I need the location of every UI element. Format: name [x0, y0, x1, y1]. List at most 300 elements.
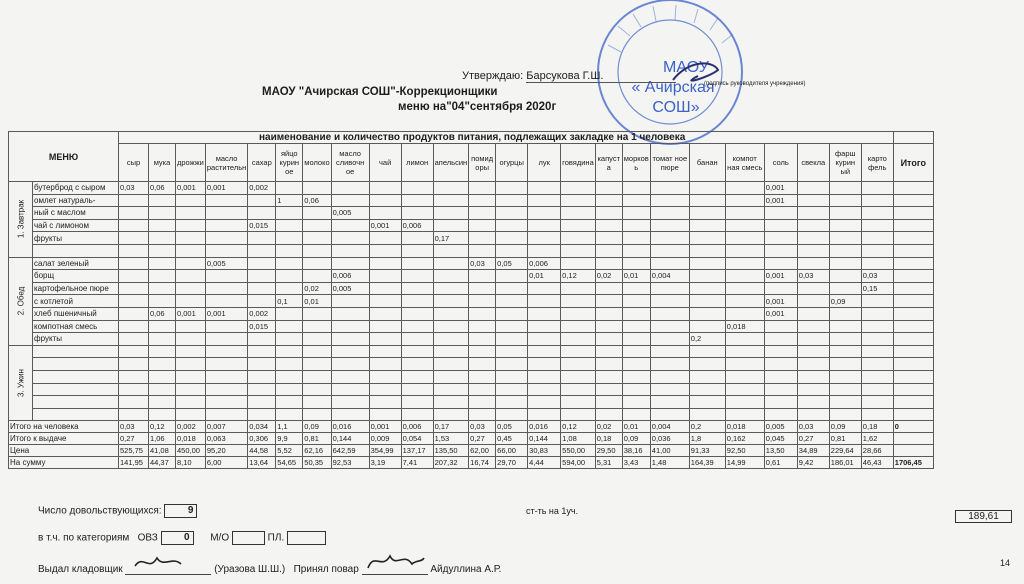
quantity-cell	[433, 270, 469, 283]
totals-cell: 0,01	[622, 421, 650, 433]
quantity-cell	[725, 194, 764, 207]
itogo-cell	[893, 307, 933, 320]
quantity-cell	[303, 320, 331, 333]
totals-cell: 0,016	[331, 421, 369, 433]
quantity-cell	[176, 396, 206, 409]
approve-label: Утверждаю:	[462, 70, 524, 82]
quantity-cell: 0,02	[595, 270, 622, 283]
signatures-line	[38, 558, 501, 575]
quantity-cell	[119, 194, 149, 207]
quantity-cell	[689, 244, 725, 257]
itogo-cell	[893, 333, 933, 346]
menu-header: МЕНЮ	[9, 132, 119, 182]
totals-cell: 0,005	[764, 421, 797, 433]
quantity-cell	[205, 345, 247, 358]
quantity-cell	[689, 345, 725, 358]
quantity-cell	[276, 207, 303, 220]
quantity-cell	[369, 182, 401, 195]
totals-cell: 207,32	[433, 457, 469, 469]
quantity-cell	[331, 396, 369, 409]
quantity-cell	[861, 396, 893, 409]
totals-label: Итого к выдаче	[9, 433, 119, 445]
quantity-cell	[829, 194, 861, 207]
quantity-cell	[119, 207, 149, 220]
quantity-cell	[369, 307, 401, 320]
quantity-cell	[561, 295, 596, 308]
totals-cell: 0,007	[205, 421, 247, 433]
quantity-cell	[369, 320, 401, 333]
quantity-cell: 1	[276, 194, 303, 207]
quantity-cell	[829, 345, 861, 358]
product-header: огурцы	[496, 144, 528, 182]
quantity-cell	[689, 320, 725, 333]
totals-cell: 0,054	[401, 433, 433, 445]
quantity-cell	[622, 207, 650, 220]
quantity-cell	[829, 207, 861, 220]
totals-cell: 0,001	[369, 421, 401, 433]
quantity-cell: 0,001	[764, 270, 797, 283]
product-header: сыр	[119, 144, 149, 182]
quantity-cell	[149, 396, 176, 409]
totals-label: Итого на человека	[9, 421, 119, 433]
product-header: свекла	[797, 144, 829, 182]
quantity-cell	[797, 307, 829, 320]
quantity-cell	[528, 333, 561, 346]
quantity-cell	[764, 358, 797, 371]
quantity-cell	[829, 358, 861, 371]
quantity-cell	[119, 270, 149, 283]
quantity-cell	[797, 333, 829, 346]
totals-cell: 66,00	[496, 445, 528, 457]
menu-date: меню на"04"сентября 2020г	[398, 101, 557, 113]
quantity-cell	[622, 396, 650, 409]
quantity-cell	[149, 282, 176, 295]
quantity-cell	[369, 383, 401, 396]
quantity-cell	[276, 244, 303, 257]
itogo-cell	[893, 232, 933, 245]
dish-name: ный с маслом	[33, 207, 119, 220]
quantity-cell	[331, 219, 369, 232]
quantity-cell	[401, 295, 433, 308]
quantity-cell	[149, 320, 176, 333]
quantity-cell	[369, 194, 401, 207]
quantity-cell	[561, 307, 596, 320]
quantity-cell	[401, 383, 433, 396]
quantity-cell	[176, 194, 206, 207]
quantity-cell: 0,09	[829, 295, 861, 308]
quantity-cell	[248, 232, 276, 245]
quantity-cell	[331, 232, 369, 245]
totals-cell: 0,09	[303, 421, 331, 433]
quantity-cell: 0,015	[248, 219, 276, 232]
quantity-cell: 0,05	[496, 257, 528, 270]
quantity-cell	[528, 408, 561, 421]
quantity-cell	[401, 232, 433, 245]
quantity-cell	[797, 232, 829, 245]
quantity-cell	[276, 333, 303, 346]
totals-cell: 95,20	[205, 445, 247, 457]
totals-cell: 0,12	[561, 421, 596, 433]
totals-cell: 450,00	[176, 445, 206, 457]
quantity-cell	[119, 307, 149, 320]
quantity-cell	[496, 219, 528, 232]
quantity-cell	[764, 257, 797, 270]
quantity-cell	[595, 358, 622, 371]
quantity-cell	[469, 307, 496, 320]
quantity-cell	[689, 232, 725, 245]
quantity-cell	[622, 257, 650, 270]
quantity-cell	[764, 333, 797, 346]
quantity-cell	[276, 257, 303, 270]
quantity-cell	[622, 307, 650, 320]
quantity-cell	[764, 370, 797, 383]
quantity-cell	[528, 295, 561, 308]
quantity-cell	[176, 232, 206, 245]
quantity-cell: 0,03	[469, 257, 496, 270]
quantity-cell: 0,001	[764, 182, 797, 195]
approver-caption: (подпись руководителя учреждения)	[704, 81, 806, 87]
quantity-cell	[149, 270, 176, 283]
totals-cell: 62,00	[469, 445, 496, 457]
quantity-cell	[248, 333, 276, 346]
quantity-cell	[622, 194, 650, 207]
quantity-cell	[861, 207, 893, 220]
quantity-cell	[176, 320, 206, 333]
quantity-cell	[861, 182, 893, 195]
quantity-cell	[303, 307, 331, 320]
quantity-cell	[496, 370, 528, 383]
quantity-cell: 0,01	[303, 295, 331, 308]
quantity-cell	[595, 307, 622, 320]
quantity-cell	[469, 232, 496, 245]
quantity-cell	[689, 408, 725, 421]
quantity-cell	[861, 370, 893, 383]
quantity-cell	[528, 320, 561, 333]
quantity-cell	[764, 408, 797, 421]
quantity-cell	[861, 320, 893, 333]
quantity-cell	[205, 408, 247, 421]
totals-cell: 0,27	[797, 433, 829, 445]
totals-cell: 14,99	[725, 457, 764, 469]
quantity-cell	[303, 244, 331, 257]
quantity-cell	[829, 182, 861, 195]
totals-cell: 0,006	[401, 421, 433, 433]
quantity-cell: 0,018	[725, 320, 764, 333]
quantity-cell	[205, 207, 247, 220]
quantity-cell: 0,12	[561, 270, 596, 283]
quantity-cell	[469, 295, 496, 308]
quantity-cell	[205, 383, 247, 396]
quantity-cell	[248, 244, 276, 257]
quantity-cell	[689, 396, 725, 409]
product-header: компот ная смесь	[725, 144, 764, 182]
quantity-cell	[401, 320, 433, 333]
products-caption: наименование и количество продуктов питания, подлежащих закладке на 1 человека	[119, 132, 894, 144]
quantity-cell	[829, 408, 861, 421]
totals-cell: 1,06	[149, 433, 176, 445]
quantity-cell	[248, 396, 276, 409]
quantity-cell	[331, 370, 369, 383]
quantity-cell	[149, 257, 176, 270]
totals-cell: 0,144	[331, 433, 369, 445]
quantity-cell	[469, 408, 496, 421]
quantity-cell: 0,001	[764, 307, 797, 320]
quantity-cell	[595, 408, 622, 421]
quantity-cell	[528, 182, 561, 195]
quantity-cell	[469, 244, 496, 257]
quantity-cell	[797, 282, 829, 295]
quantity-cell	[205, 358, 247, 371]
quantity-cell: 0,1	[276, 295, 303, 308]
quantity-cell: 0,002	[248, 307, 276, 320]
quantity-cell	[276, 358, 303, 371]
quantity-cell	[149, 370, 176, 383]
quantity-cell	[528, 396, 561, 409]
price-per-child-value: 189,61	[955, 510, 1012, 523]
product-header: морков ь	[622, 144, 650, 182]
quantity-cell	[401, 257, 433, 270]
quantity-cell	[248, 257, 276, 270]
product-header: масло сливочн ое	[331, 144, 369, 182]
totals-cell: 0,034	[248, 421, 276, 433]
product-header: томат ное пюре	[650, 144, 689, 182]
quantity-cell	[119, 383, 149, 396]
quantity-cell	[764, 282, 797, 295]
quantity-cell	[469, 270, 496, 283]
quantity-cell	[469, 219, 496, 232]
header-spacer	[893, 132, 933, 144]
quantity-cell	[303, 333, 331, 346]
quantity-cell: 0,2	[689, 333, 725, 346]
quantity-cell: 0,004	[650, 270, 689, 283]
quantity-cell	[369, 370, 401, 383]
quantity-cell	[725, 207, 764, 220]
quantity-cell	[331, 408, 369, 421]
quantity-cell	[650, 333, 689, 346]
quantity-cell	[469, 383, 496, 396]
totals-itogo: 1706,45	[893, 457, 933, 469]
quantity-cell	[401, 358, 433, 371]
quantity-cell	[119, 320, 149, 333]
quantity-cell	[764, 244, 797, 257]
totals-cell: 550,00	[561, 445, 596, 457]
quantity-cell	[369, 282, 401, 295]
quantity-cell: 0,17	[433, 232, 469, 245]
product-header: молоко	[303, 144, 331, 182]
quantity-cell	[861, 232, 893, 245]
quantity-cell	[689, 307, 725, 320]
quantity-cell	[861, 295, 893, 308]
quantity-cell	[622, 320, 650, 333]
quantity-cell	[119, 358, 149, 371]
quantity-cell	[401, 194, 433, 207]
quantity-cell	[725, 295, 764, 308]
quantity-cell	[119, 345, 149, 358]
quantity-cell: 0,001	[176, 307, 206, 320]
quantity-cell	[433, 282, 469, 295]
totals-cell: 1,62	[861, 433, 893, 445]
totals-cell: 30,83	[528, 445, 561, 457]
quantity-cell	[595, 295, 622, 308]
quantity-cell	[595, 370, 622, 383]
quantity-cell	[595, 207, 622, 220]
quantity-cell	[176, 270, 206, 283]
quantity-cell	[861, 219, 893, 232]
quantity-cell	[176, 408, 206, 421]
quantity-cell	[725, 383, 764, 396]
quantity-cell	[797, 370, 829, 383]
quantity-cell	[469, 194, 496, 207]
quantity-cell	[528, 282, 561, 295]
quantity-cell	[861, 408, 893, 421]
quantity-cell	[797, 295, 829, 308]
dish-name: борщ	[33, 270, 119, 283]
quantity-cell	[276, 396, 303, 409]
quantity-cell	[276, 408, 303, 421]
quantity-cell	[433, 370, 469, 383]
quantity-cell	[650, 370, 689, 383]
quantity-cell	[433, 194, 469, 207]
quantity-cell	[528, 194, 561, 207]
quantity-cell	[829, 232, 861, 245]
totals-cell: 354,99	[369, 445, 401, 457]
quantity-cell	[622, 408, 650, 421]
quantity-cell: 0,001	[764, 295, 797, 308]
itogo-cell	[893, 270, 933, 283]
quantity-cell	[433, 307, 469, 320]
quantity-cell	[248, 345, 276, 358]
quantity-cell	[561, 232, 596, 245]
quantity-cell	[496, 358, 528, 371]
itogo-cell	[893, 244, 933, 257]
org-title: МАОУ "Ачирская СОШ"-Коррекционщики	[262, 86, 498, 98]
totals-cell: 0,036	[650, 433, 689, 445]
totals-cell: 9,9	[276, 433, 303, 445]
quantity-cell	[176, 383, 206, 396]
totals-cell: 141,95	[119, 457, 149, 469]
quantity-cell	[205, 396, 247, 409]
totals-cell: 0,002	[176, 421, 206, 433]
quantity-cell	[176, 358, 206, 371]
totals-cell: 41,08	[149, 445, 176, 457]
quantity-cell	[561, 257, 596, 270]
quantity-cell	[622, 358, 650, 371]
quantity-cell	[528, 345, 561, 358]
quantity-cell	[650, 345, 689, 358]
quantity-cell	[650, 194, 689, 207]
product-header: апельсин	[433, 144, 469, 182]
price-per-child-label: ст-ть на 1уч.	[526, 506, 579, 516]
totals-cell: 0,016	[528, 421, 561, 433]
quantity-cell	[496, 270, 528, 283]
quantity-cell	[595, 345, 622, 358]
quantity-cell	[528, 370, 561, 383]
quantity-cell	[205, 219, 247, 232]
page-number: 14	[1000, 558, 1011, 568]
quantity-cell	[303, 408, 331, 421]
quantity-cell	[496, 396, 528, 409]
quantity-cell	[861, 358, 893, 371]
quantity-cell	[119, 295, 149, 308]
quantity-cell	[401, 345, 433, 358]
quantity-cell	[861, 244, 893, 257]
quantity-cell	[829, 333, 861, 346]
svg-text:« Ачирская: « Ачирская	[631, 79, 715, 96]
quantity-cell	[496, 295, 528, 308]
totals-cell: 1,08	[561, 433, 596, 445]
totals-cell: 4,44	[528, 457, 561, 469]
quantity-cell	[176, 207, 206, 220]
issuer-name: (Уразова Ш.Ш.)	[214, 564, 286, 575]
quantity-cell	[401, 307, 433, 320]
quantity-cell	[119, 333, 149, 346]
quantity-cell: 0,001	[369, 219, 401, 232]
quantity-cell	[303, 358, 331, 371]
categories-line	[38, 531, 326, 545]
quantity-cell	[401, 408, 433, 421]
approver-name: Барсукова Г.Ш.	[526, 70, 676, 83]
quantity-cell	[561, 333, 596, 346]
quantity-cell	[331, 295, 369, 308]
quantity-cell	[561, 320, 596, 333]
quantity-cell	[528, 383, 561, 396]
totals-cell: 3,43	[622, 457, 650, 469]
totals-cell: 1,48	[650, 457, 689, 469]
totals-cell: 0,17	[433, 421, 469, 433]
quantity-cell	[433, 182, 469, 195]
totals-cell: 44,37	[149, 457, 176, 469]
quantity-cell	[829, 383, 861, 396]
totals-cell: 0,144	[528, 433, 561, 445]
quantity-cell	[331, 333, 369, 346]
quantity-cell	[176, 370, 206, 383]
quantity-cell	[369, 270, 401, 283]
quantity-cell	[331, 244, 369, 257]
quantity-cell	[303, 219, 331, 232]
totals-cell: 0,018	[176, 433, 206, 445]
quantity-cell	[149, 207, 176, 220]
quantity-cell	[119, 232, 149, 245]
quantity-cell	[496, 244, 528, 257]
quantity-cell	[496, 194, 528, 207]
quantity-cell	[764, 207, 797, 220]
totals-label: Цена	[9, 445, 119, 457]
quantity-cell	[276, 370, 303, 383]
totals-itogo	[893, 433, 933, 445]
quantity-cell	[528, 219, 561, 232]
quantity-cell	[689, 270, 725, 283]
totals-cell: 62,16	[303, 445, 331, 457]
quantity-cell	[595, 396, 622, 409]
quantity-cell	[725, 307, 764, 320]
quantity-cell	[369, 257, 401, 270]
received-label: Принял повар	[293, 564, 359, 575]
totals-cell: 0,306	[248, 433, 276, 445]
totals-cell: 50,35	[303, 457, 331, 469]
quantity-cell	[829, 370, 861, 383]
quantity-cell	[528, 207, 561, 220]
quantity-cell	[369, 295, 401, 308]
itogo-cell	[893, 383, 933, 396]
quantity-cell	[689, 182, 725, 195]
totals-cell: 28,66	[861, 445, 893, 457]
quantity-cell	[496, 408, 528, 421]
quantity-cell	[829, 219, 861, 232]
quantity-cell	[433, 345, 469, 358]
quantity-cell	[401, 270, 433, 283]
menu-sheet	[8, 131, 934, 469]
quantity-cell	[595, 282, 622, 295]
